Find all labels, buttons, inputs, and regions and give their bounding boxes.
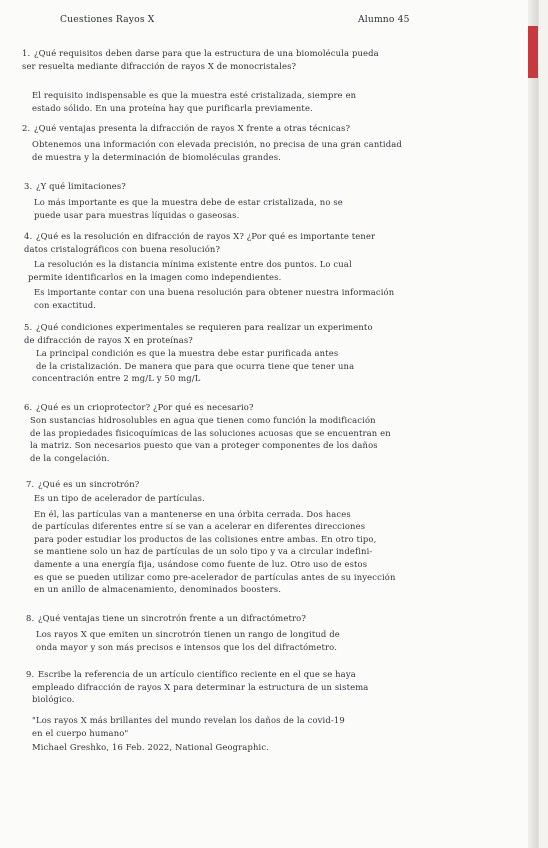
question-line: ¿Qué ventajas tiene un sincrotrón frente a un difractómetro? [38, 613, 306, 623]
question-line: ¿Qué es un crioprotector? ¿Por qué es necesario? [36, 402, 254, 412]
answer-line: de muestra y la determinación de biomoléculas grandes. [32, 151, 281, 162]
question-number: 8. [26, 613, 35, 623]
page-edge [528, 0, 538, 848]
answer-line: puede usar para muestras líquidas o gaseosas. [34, 209, 240, 220]
question-line: ¿Qué condiciones experimentales se requieren para realizar un experimento [36, 322, 373, 332]
question-number: 1. [22, 48, 31, 58]
question-2 [22, 122, 350, 135]
answer-line: concentración entre 2 mg/L y 50 mg/L [32, 373, 201, 384]
answer-line: se mantiene solo un haz de partículas de un solo tipo y va a circular indefini- [34, 546, 373, 557]
answer-line: con exactitud. [34, 299, 97, 310]
answer-line: para poder estudiar los productos de las colisiones entre ambas. En otro tipo, [34, 533, 377, 544]
question-8 [26, 612, 306, 625]
question-number: 7. [26, 479, 35, 489]
answer-line: es que se pueden utilizar como pre-acelerador de partículas antes de su inyección [34, 571, 396, 582]
answer-line: La resolución es la distancia mínima existente entre dos puntos. Lo cual [34, 259, 352, 269]
answer-1 [32, 89, 356, 114]
tab-marker [528, 26, 538, 78]
question-1 [22, 47, 379, 72]
answer-line: En él, las partículas van a mantenerse en una órbita cerrada. Dos haces [34, 508, 351, 519]
answer-line: Michael Greshko, 16 Feb. 2022, National Geographic. [32, 742, 269, 753]
question-line: empleado difracción de rayos X para determinar la estructura de un sistema [32, 681, 369, 692]
answer-line: Los rayos X que emiten un sincrotrón tienen un rango de longitud de [36, 629, 340, 639]
answer-line: Son sustancias hidrosolubles en agua que tienen como función la modificación [30, 415, 376, 425]
answer-5 [32, 347, 355, 385]
answer-7 [34, 492, 396, 596]
question-5 [24, 321, 373, 346]
question-line: biológico. [32, 694, 75, 705]
answer-6 [30, 414, 391, 464]
answer-3 [34, 196, 343, 221]
answer-line: de las propiedades fisicoquímicas de las soluciones acuosas que se encuentran en [30, 427, 391, 438]
question-line: ¿Y qué limitaciones? [36, 181, 126, 191]
question-line: ser resuelta mediante difracción de rayos X de monocristales? [22, 60, 297, 71]
answer-line: damente a una energía fija, usándose como fuente de luz. Otro uso de estos [34, 558, 368, 569]
answer-line: de la congelación. [30, 452, 110, 463]
question-7 [26, 478, 139, 491]
answer-line: en un anillo de almacenamiento, denominados boosters. [34, 584, 282, 595]
answer-4 [28, 258, 395, 311]
answer-line: Es un tipo de acelerador de partículas. [34, 493, 205, 503]
answer-line: permite identificarlos en la imagen como independientes. [28, 271, 282, 282]
answer-line: Es importante contar con una buena resolución para obtener nuestra información [34, 287, 395, 298]
question-line: ¿Qué es un sincrotrón? [38, 479, 140, 489]
question-line: de difracción de rayos X en proteínas? [24, 334, 193, 345]
student-label: Alumno 45 [358, 14, 410, 25]
question-6 [24, 401, 254, 414]
answer-line: en el cuerpo humano" [32, 727, 129, 738]
answer-line: Lo más importante es que la muestra debe de estar cristalizada, no se [34, 197, 343, 207]
question-line: datos cristalográficos con buena resolución? [24, 243, 221, 254]
answer-line: de la cristalización. De manera que para que ocurra tiene que tener una [36, 360, 355, 371]
question-line: ¿Qué requisitos deben darse para que la estructura de una biomolécula pueda [34, 48, 379, 58]
question-3 [24, 180, 126, 193]
question-number: 4. [24, 231, 33, 241]
answer-2 [32, 138, 402, 163]
answer-line: Obtenemos una información con elevada precisión, no precisa de una gran cantidad [32, 139, 402, 149]
answer-line: estado sólido. En una proteína hay que purificarla previamente. [32, 102, 313, 113]
answer-line: "Los rayos X más brillantes del mundo revelan los daños de la covid-19 [32, 715, 345, 725]
question-number: 6. [24, 402, 33, 412]
question-number: 5. [24, 322, 33, 332]
answer-line: de partículas diferentes entre sí se van a acelerar en diferentes direcciones [32, 521, 366, 532]
answer-9 [32, 714, 345, 754]
answer-line: La principal condición es que la muestra debe estar purificada antes [36, 348, 339, 358]
question-line: ¿Qué ventajas presenta la difracción de rayos X frente a otras técnicas? [34, 123, 351, 133]
question-number: 2. [22, 123, 31, 133]
answer-line: El requisito indispensable es que la muestra esté cristalizada, siempre en [32, 90, 357, 100]
answer-8 [36, 628, 340, 653]
question-9 [26, 668, 368, 706]
page-title: Cuestiones Rayos X [60, 14, 155, 25]
question-4 [24, 230, 375, 255]
question-line: ¿Qué es la resolución en difracción de rayos X? ¿Por qué es importante tener [36, 231, 376, 241]
question-number: 9. [26, 669, 35, 679]
question-number: 3. [24, 181, 33, 191]
answer-line: la matriz. Son necesarios puesto que van a proteger componentes de los daños [30, 440, 378, 451]
answer-line: onda mayor y son más precisos e intensos que los del difractómetro. [36, 641, 338, 652]
question-line: Escribe la referencia de un artículo científico reciente en el que se haya [38, 669, 356, 679]
